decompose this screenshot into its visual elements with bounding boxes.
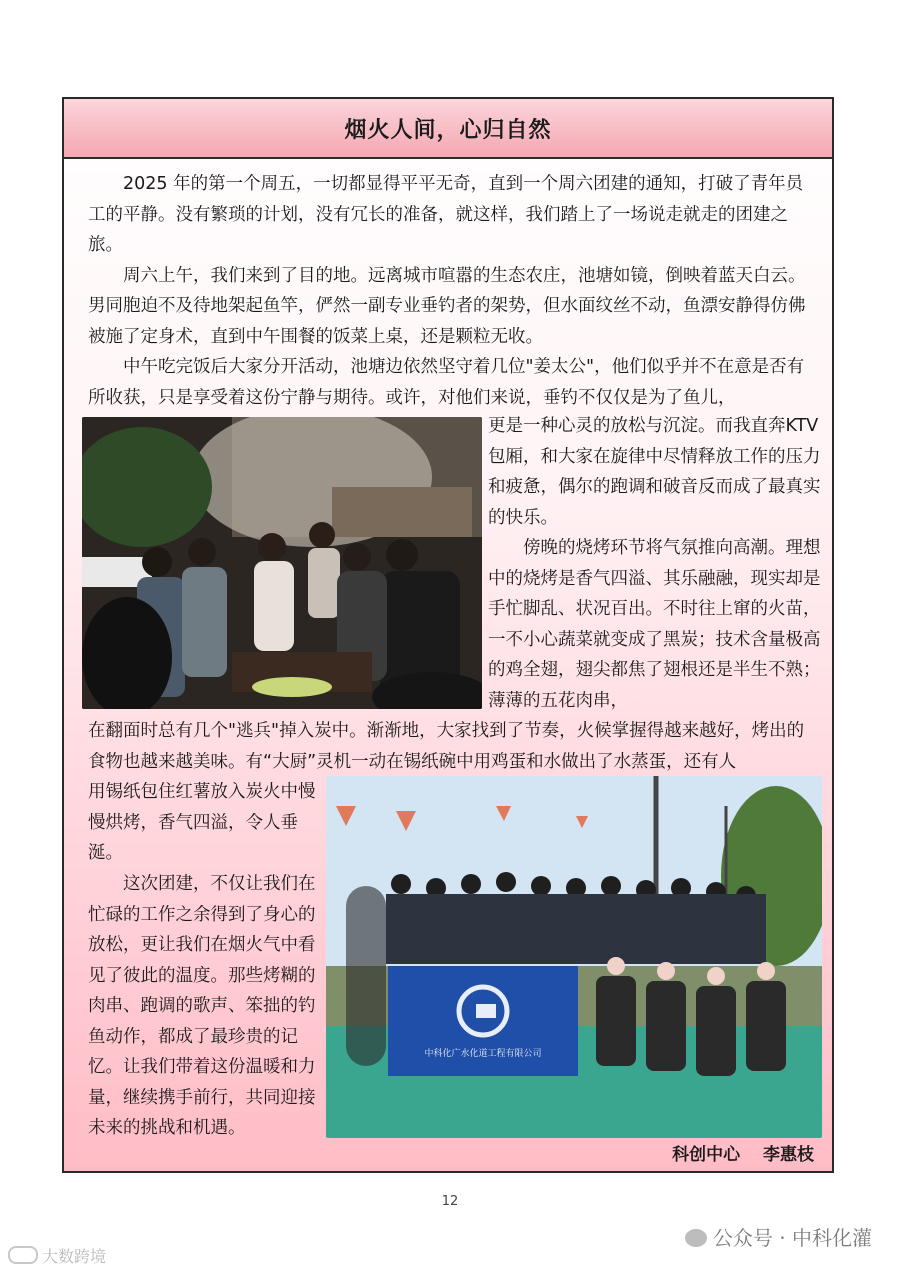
wechat-watermark-text: 公众号 · 中科化灌 [712, 1226, 872, 1250]
article-frame [62, 97, 834, 1173]
bbq-photo [82, 417, 482, 709]
corner-logo-icon [8, 1246, 38, 1264]
page-number: 12 [441, 1194, 459, 1209]
paragraph-1: 2025 年的第一个周五，一切都显得平平无奇，直到一个周六团建的通知，打破了青年员工的平静。没有繁琐的计划，没有冗长的准备，就这样，我们踏上了一场说走就走的团建之旅。 [88, 174, 804, 255]
paragraph-4-continued: 在翻面时总有几个"逃兵"掉入炭中。渐渐地，大家找到了节奏，火候掌握得越来越好，烤出的食物也越来越美味。有“大厨”灵机一动在锡纸碗中用鸡蛋和水做出了水蒸蛋，还有人 [88, 721, 805, 772]
wechat-icon [685, 1229, 707, 1247]
wechat-watermark [685, 1222, 872, 1251]
paragraph-4: 傍晚的烧烤环节将气氛推向高潮。理想中的烧烤是香气四溢、其乐融融，现实却是手忙脚乱、状况百出。不时往上窜的火苗，一不小心蔬菜就变成了黑炭；技术含量极高的鸡全翅，翅尖都焦了翅根还是半生不熟；薄薄的五花肉串， [488, 538, 821, 711]
paragraph-2: 周六上午，我们来到了目的地。远离城市喧嚣的生态农庄，池塘如镜，倒映着蓝天白云。男同胞迫不及待地架起鱼竿，俨然一副专业垂钓者的架势，但水面纹丝不动，鱼漂安静得仿佛被施了定身术，直到中午围餐的饭菜上桌，还是颗粒无收。 [88, 265, 806, 347]
paragraph-3: 中午吃完饭后大家分开活动，池塘边依然坚守着几位"姜太公"，他们似乎并不在意是否有所收获，只是享受着这份宁静与期待。或许，对他们来说，垂钓不仅仅是为了鱼儿， [88, 357, 805, 408]
paragraph-4-end: 用锡纸包住红薯放入炭火中慢慢烘烤，香气四溢，令人垂涎。 [88, 782, 316, 863]
article-title: 烟火人间，心归自然 [344, 117, 552, 143]
paragraph-3-continued: 更是一种心灵的放松与沉淀。而我直奔KTV 包厢，和大家在旋律中尽情释放工作的压力和疲惫，偶尔的跑调和破音反而成了最真实的快乐。 [488, 416, 821, 528]
author-byline: 科创中心 李惠枝 [672, 1145, 814, 1165]
corner-watermark [8, 1244, 106, 1267]
corner-watermark-text: 大数跨境 [42, 1247, 107, 1266]
paragraph-5: 这次团建，不仅让我们在忙碌的工作之余得到了身心的放松，更让我们在烟火气中看见了彼此的温度。那些烤糊的肉串、跑调的歌声、笨拙的钓鱼动作，都成了最珍贵的记忆。让我们带着这份温暖和力量，继续携手前行，共同迎接未来的挑战和机遇。 [88, 874, 316, 1138]
group-photo [326, 776, 822, 1138]
article-body-top [88, 169, 810, 413]
title-bar [64, 99, 832, 159]
banner-text: 中科化广水化道工程有限公司 [424, 1049, 542, 1059]
